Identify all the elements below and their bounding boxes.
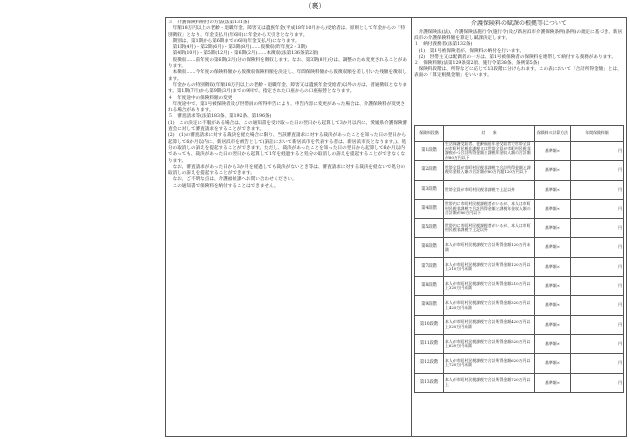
rate-cell: 基準額× bbox=[535, 199, 571, 218]
left-paragraph: 第4期(10月)・第5期(12月)・第6期(2月)……本徴収(法第136条第2項) bbox=[168, 51, 319, 57]
header-target: 対 象 bbox=[444, 126, 535, 142]
target-cell: 本人が市町村民税課税で合計所得金額520万円以上620万円未満 bbox=[444, 334, 535, 353]
right-paragraph: (1) 第1号被保険者が、保険料の納付を行います。 bbox=[414, 48, 525, 54]
level-cell: 第12段階 bbox=[415, 354, 444, 373]
table-row bbox=[415, 238, 624, 257]
left-paragraph: この通知書で保険料を納付することはできません。 bbox=[168, 183, 279, 189]
rate-cell: 基準額× bbox=[535, 296, 571, 315]
table-row bbox=[415, 354, 624, 373]
amount-cell: 円 bbox=[571, 142, 624, 161]
target-cell: 本人が市町村民税課税で合計所得金額120万円以上210万円未満 bbox=[444, 257, 535, 276]
amount-cell: 円 bbox=[571, 315, 624, 334]
table-row bbox=[415, 142, 624, 161]
header-rate: 保険料の計算方法 bbox=[535, 126, 571, 142]
amount-cell: 円 bbox=[571, 354, 624, 373]
left-paragraph: ５ 審査請求等(法第183条、第192条、第196条) bbox=[168, 114, 272, 120]
target-cell: 生活保護受給者、老齢福祉年金受給者で世帯全員が市町村民税非課税又は世帯全員が市町村民税非課税かつ合計所得金額と課税年金収入額の合計額が80万円以下 bbox=[444, 142, 535, 161]
left-paragraph: 仮徴収……前年度の第6期(2月)分の保険料を徴収します。なお、第3期(8月)分は、調整のため変更されることがあります。 bbox=[168, 57, 407, 70]
left-paragraph: なお、ご不明な点は、介護福祉課へお問い合わせください。 bbox=[168, 177, 297, 183]
right-paragraph: (2) 世帯主又は配偶者の一方は、第1号被保険者の保険料を連帯して納付する義務があります。 bbox=[414, 54, 617, 60]
target-cell: 本人が市町村民税課税で合計所得金額120万円未満 bbox=[444, 238, 535, 257]
rate-cell: 基準額× bbox=[535, 238, 571, 257]
level-cell: 第9段階 bbox=[415, 296, 444, 315]
left-column bbox=[168, 20, 408, 434]
right-paragraph: 保険料段階は、所得などに応じて13段階に分けられます。この表において「合計所得金額」とは、表面の「算定根拠金額」をいいます。 bbox=[414, 67, 622, 79]
table-row bbox=[415, 315, 624, 334]
amount-cell: 円 bbox=[571, 373, 624, 392]
level-cell: 第10段階 bbox=[415, 315, 444, 334]
header-amount: 年間保険料額 bbox=[571, 126, 624, 142]
table-row bbox=[415, 334, 624, 353]
target-cell: 世帯全員が市町村民税非課税で上記以外 bbox=[444, 180, 535, 199]
amount-cell: 円 bbox=[571, 219, 624, 238]
level-cell: 第8段階 bbox=[415, 277, 444, 296]
page-header: （裏） bbox=[304, 2, 326, 10]
amount-cell: 円 bbox=[571, 277, 624, 296]
target-cell: 本人が市町村民税課税で合計所得金額720万円以上 bbox=[444, 373, 535, 392]
left-paragraph: 第1期(4月)・第2期(6月)・第3期(8月)……仮徴収(昨年度2・3期) bbox=[168, 45, 307, 51]
amount-cell: 円 bbox=[571, 180, 624, 199]
table-row bbox=[415, 199, 624, 218]
table-row bbox=[415, 180, 624, 199]
rate-cell: 基準額× bbox=[535, 373, 571, 392]
rate-cell: 基準額× bbox=[535, 315, 571, 334]
level-cell: 第7段階 bbox=[415, 257, 444, 276]
right-paragraph: ２ 保険料額(法第129条第2項、施行令第38条、条例第5条) bbox=[414, 61, 540, 67]
left-paragraph: 本徴収……今年度の保険料額から仮徴収保険料額を決定し、年間保険料額から仮徴収額を差し引いた残額を徴収します。 bbox=[168, 70, 407, 82]
right-paragraph: １ 納付義務者(法第132条) bbox=[414, 42, 473, 48]
header-level: 保険料段階 bbox=[415, 126, 444, 142]
target-cell: 本人が市町村民税課税で合計所得金額320万円以上420万円未満 bbox=[444, 296, 535, 315]
right-paragraph: 介護保険法(法)、介護保険法施行令(施行令)及び新居浜市介護保険条例(条例)の規定に基づき、新居浜市の介護保険料額を算定し賦課決定します。 bbox=[414, 30, 623, 42]
rate-cell: 基準額× bbox=[535, 257, 571, 276]
left-paragraph: なお、審査請求があった日から3か月を経過しても裁決がないとき等は、審査請求に対する裁決を経ないで処分の取消しの訴えを提起することができます。 bbox=[168, 164, 406, 177]
target-cell: 本人が市町村民税課税で合計所得金額420万円以上520万円未満 bbox=[444, 315, 535, 334]
target-cell: 世帯内に市町村民税課税者がいるが、本人は市町村民税非課税で合計所得金額と課税年金収入額の合計額が80万円以下 bbox=[444, 199, 535, 218]
level-cell: 第13段階 bbox=[415, 373, 444, 392]
rate-cell: 基準額× bbox=[535, 219, 571, 238]
rate-cell: 基準額× bbox=[535, 334, 571, 353]
level-cell: 第6段階 bbox=[415, 238, 444, 257]
premium-grade-table bbox=[414, 125, 624, 393]
amount-cell: 円 bbox=[571, 199, 624, 218]
rate-cell: 基準額× bbox=[535, 277, 571, 296]
table-header-row bbox=[415, 126, 624, 142]
table-row bbox=[415, 219, 624, 238]
level-cell: 第3段階 bbox=[415, 180, 444, 199]
amount-cell: 円 bbox=[571, 238, 624, 257]
section-title: 介護保険料の賦課の根拠等について bbox=[471, 20, 567, 27]
target-cell: 世帯内に市町村民税課税者がいるが、本人は市町村民税非課税で上記以外 bbox=[444, 219, 535, 238]
target-cell: 本人が市町村民税課税で合計所得金額210万円以上320万円未満 bbox=[444, 277, 535, 296]
amount-cell: 円 bbox=[571, 296, 624, 315]
rate-cell: 基準額× bbox=[535, 142, 571, 161]
column-divider bbox=[411, 17, 412, 437]
level-cell: 第5段階 bbox=[415, 219, 444, 238]
table-row bbox=[415, 257, 624, 276]
table-row bbox=[415, 296, 624, 315]
target-cell: 世帯全員が市町村民税非課税で合計所得金額と課税年金収入額の合計額が80万円超120万円以下 bbox=[444, 161, 535, 180]
table-row bbox=[415, 161, 624, 180]
target-cell: 本人が市町村民税課税で合計所得金額620万円以上720万円未満 bbox=[444, 354, 535, 373]
table-row bbox=[415, 373, 624, 392]
level-cell: 第1段階 bbox=[415, 142, 444, 161]
left-paragraph: (1) この決定に不服がある場合は、この通知書を受け取った日の翌日から起算して3か月以内に、愛媛県介護保険審査会に対して審査請求をすることができます。 bbox=[168, 120, 408, 133]
level-cell: 第2段階 bbox=[415, 161, 444, 180]
left-paragraph: 期別は、第1期から第6期までの6回(年金支払月)になります。 bbox=[168, 38, 300, 44]
level-cell: 第4段階 bbox=[415, 199, 444, 218]
amount-cell: 円 bbox=[571, 161, 624, 180]
amount-cell: 円 bbox=[571, 257, 624, 276]
rate-cell: 基準額× bbox=[535, 161, 571, 180]
level-cell: 第11段階 bbox=[415, 334, 444, 353]
left-paragraph: ４ 年度途中の保険料額の変更 bbox=[168, 95, 233, 101]
left-paragraph: ３ 介護保険料納付の方法(法第131条) bbox=[168, 20, 250, 25]
table-body bbox=[415, 142, 624, 393]
table-row bbox=[415, 277, 624, 296]
rate-cell: 基準額× bbox=[535, 354, 571, 373]
left-paragraph: 年金からの特別徴収(年額18万円以上の老齢・退職年金、障害又は遺族年金受給者)以外の方は、普通徴収となります。第1期(7月)から第9期(3月)までの9回で、指定された口座からの口座振替となります。 bbox=[168, 82, 408, 95]
left-paragraph: 年額18万円以上の老齢・退職年金、障害又は遺族年金(平成18年10月から)受給者は、原則として年金からの「特別徴収」となり、年金支払月(年6回)に年金から天引きとなります。 bbox=[168, 26, 406, 38]
left-paragraph: 年度途中で、第1号被保険者及び世帯員の所得申告により、申告内容に変更があった場合は、介護保険料が変更される場合があります。 bbox=[168, 101, 406, 114]
left-paragraph: (2) (1)の審査請求に対する裁決を経た場合に限り、当該審査請求に対する裁決があったことを知った日の翌日から起算して6か月以内に、新居浜市を被告として(訴訟において新居浜市を代表する者は、新居浜市長となります。)、処分の取消しの訴えを提起することができます。ただし、裁決があったことを知った日の翌日から起算して6か月以内であっても、裁決があった日の翌日から起算して1年を経過すると処分の取消しの訴えを提起することができなくなります。 bbox=[168, 133, 407, 164]
amount-cell: 円 bbox=[571, 334, 624, 353]
rate-cell: 基準額× bbox=[535, 180, 571, 199]
